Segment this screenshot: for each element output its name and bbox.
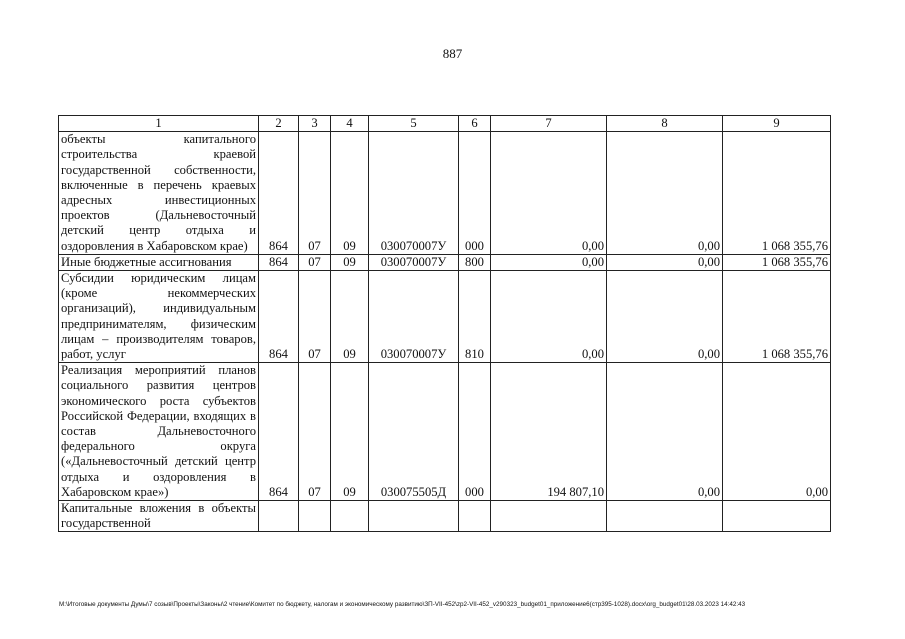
section-cell: 07 [299, 254, 331, 270]
subsection-cell: 09 [331, 271, 369, 363]
row-name-cell: Иные бюджетные ассигнования [59, 254, 259, 270]
budget-table [58, 115, 831, 532]
table-row [59, 363, 831, 501]
amount-col8-cell: 0,00 [607, 132, 723, 255]
row-name-cell: объекты капитального строительства краевой государственной собственности, включенные в перечень краевых адресных инвестиционных проектов (Дальневосточный детский центр отдыха и оздоровления в Хабаровском крае) [59, 132, 259, 255]
amount-col8-cell [607, 501, 723, 532]
column-header: 7 [491, 116, 607, 132]
amount-col7-cell [491, 501, 607, 532]
column-header: 1 [59, 116, 259, 132]
section-cell: 07 [299, 363, 331, 501]
section-cell: 07 [299, 132, 331, 255]
subsection-cell: 09 [331, 363, 369, 501]
ministry-code-cell: 864 [259, 254, 299, 270]
ministry-code-cell: 864 [259, 363, 299, 501]
target-article-cell: 030070007У [369, 132, 459, 255]
column-header: 3 [299, 116, 331, 132]
amount-col9-cell: 1 068 355,76 [723, 271, 831, 363]
expense-type-cell: 800 [459, 254, 491, 270]
amount-col7-cell: 0,00 [491, 254, 607, 270]
section-cell [299, 501, 331, 532]
amount-col8-cell: 0,00 [607, 271, 723, 363]
target-article-cell: 030070007У [369, 254, 459, 270]
table-row [59, 501, 831, 532]
subsection-cell [331, 501, 369, 532]
ministry-code-cell [259, 501, 299, 532]
amount-col9-cell: 1 068 355,76 [723, 132, 831, 255]
table-row [59, 132, 831, 255]
subsection-cell: 09 [331, 132, 369, 255]
expense-type-cell [459, 501, 491, 532]
column-header: 9 [723, 116, 831, 132]
amount-col8-cell: 0,00 [607, 363, 723, 501]
target-article-cell: 030075505Д [369, 363, 459, 501]
row-name-cell: Реализация мероприятий планов социального развития центров экономического роста субъектов Российской Федерации, входящих в состав Дальневосточного федерального округа («Дальневосточный детский центр отдыха и оздоровления в Хабаровском крае») [59, 363, 259, 501]
row-name-cell: Капитальные вложения в объекты государственной [59, 501, 259, 532]
table-row [59, 271, 831, 363]
page-number: 887 [442, 46, 463, 61]
amount-col7-cell: 0,00 [491, 132, 607, 255]
column-header: 4 [331, 116, 369, 132]
target-article-cell: 030070007У [369, 271, 459, 363]
expense-type-cell: 810 [459, 271, 491, 363]
ministry-code-cell: 864 [259, 271, 299, 363]
column-header: 2 [259, 116, 299, 132]
section-cell: 07 [299, 271, 331, 363]
document-path-footer: M:\Итоговые документы Думы\7 созыв\Проекты\Законы\2 чтение\Комитет по бюджету, налогам и экономическому развитию\ЗП-VII-452\zp2-VII-452_v290323_budget01_приложение6(стр395-1028).docx\org_budget01\28.03.2023 14:42:43 [59, 601, 746, 608]
amount-col7-cell: 0,00 [491, 271, 607, 363]
column-header: 5 [369, 116, 459, 132]
table-row [59, 254, 831, 270]
ministry-code-cell: 864 [259, 132, 299, 255]
subsection-cell: 09 [331, 254, 369, 270]
expense-type-cell: 000 [459, 363, 491, 501]
amount-col9-cell [723, 501, 831, 532]
row-name-cell: Субсидии юридическим лицам (кроме некоммерческих организаций), индивидуальным предпринимателям, физическим лицам – производителям товаров, работ, услуг [59, 271, 259, 363]
target-article-cell [369, 501, 459, 532]
column-header: 6 [459, 116, 491, 132]
table-header-row [59, 116, 831, 132]
amount-col8-cell: 0,00 [607, 254, 723, 270]
expense-type-cell: 000 [459, 132, 491, 255]
amount-col9-cell: 0,00 [723, 363, 831, 501]
amount-col9-cell: 1 068 355,76 [723, 254, 831, 270]
column-header: 8 [607, 116, 723, 132]
amount-col7-cell: 194 807,10 [491, 363, 607, 501]
